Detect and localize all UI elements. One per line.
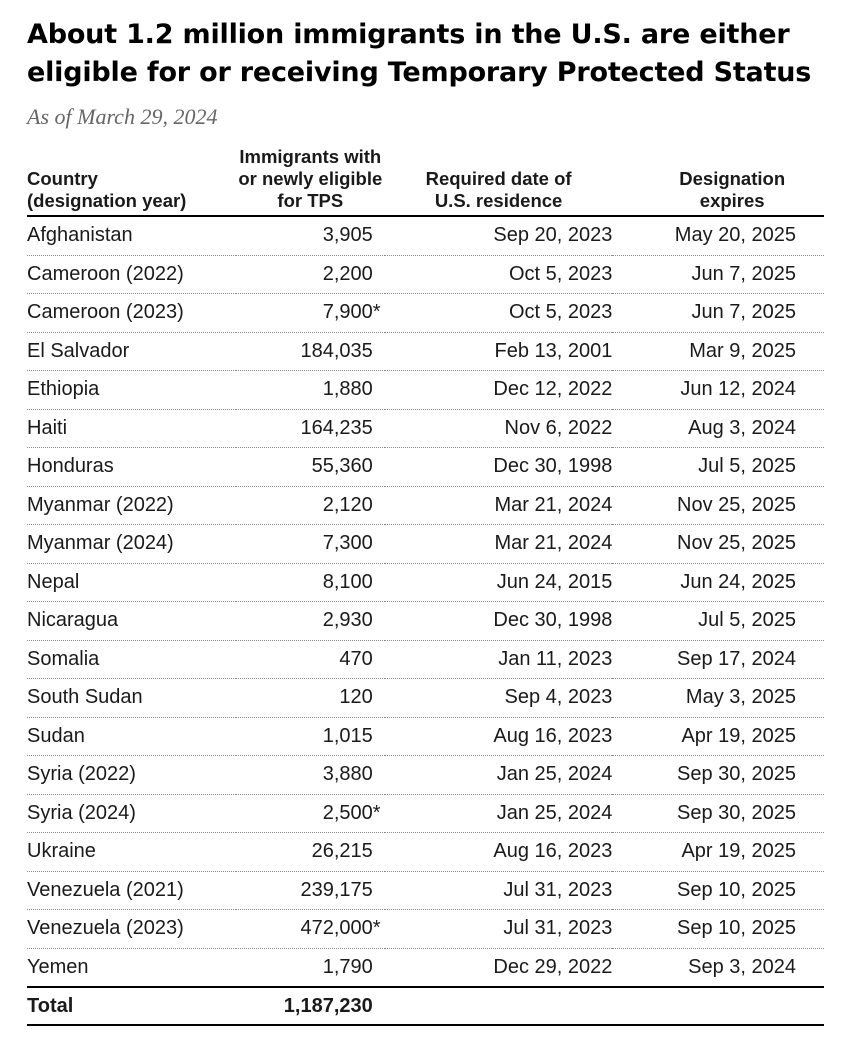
cell-immigrants: [236, 332, 385, 371]
immigrant-count: 2,930: [322, 609, 373, 632]
cell-designation-expires: May 20, 2025: [612, 216, 824, 255]
table-row: [27, 409, 824, 448]
cell-residence-date: Dec 29, 2022: [385, 948, 613, 987]
cell-country: Nicaragua: [27, 602, 236, 641]
immigrant-count: 2,120: [322, 493, 373, 516]
cell-designation-expires: Sep 17, 2024: [612, 640, 824, 679]
cell-residence-date: Aug 16, 2023: [385, 833, 613, 872]
immigrant-count: 239,175: [300, 878, 373, 901]
cell-designation-expires: Sep 30, 2025: [612, 794, 824, 833]
cell-designation-expires: May 3, 2025: [612, 679, 824, 718]
cell-immigrants: [236, 294, 385, 333]
cell-country: Venezuela (2023): [27, 910, 236, 949]
cell-residence-date: Dec 30, 1998: [385, 448, 613, 487]
table-row: [27, 794, 824, 833]
immigrant-count: 472,000: [300, 917, 373, 940]
cell-residence-date: Oct 5, 2023: [385, 255, 613, 294]
immigrant-count: 8,100: [322, 570, 373, 593]
cell-immigrants: [236, 794, 385, 833]
cell-immigrants: [236, 871, 385, 910]
cell-residence-date: Sep 20, 2023: [385, 216, 613, 255]
cell-residence-date: Feb 13, 2001: [385, 332, 613, 371]
cell-country: Somalia: [27, 640, 236, 679]
total-label: Total: [27, 987, 236, 1025]
table-row: [27, 332, 824, 371]
cell-country: Myanmar (2022): [27, 486, 236, 525]
table-row: [27, 948, 824, 987]
total-count: 1,187,230: [283, 994, 373, 1017]
immigrant-count: 1,880: [322, 378, 373, 401]
figure-subtitle: As of March 29, 2024: [27, 104, 218, 129]
cell-residence-date: Aug 16, 2023: [385, 717, 613, 756]
cell-designation-expires: Jun 24, 2025: [612, 563, 824, 602]
column-header-line: Required date of: [425, 168, 572, 189]
total-row: [27, 987, 824, 1025]
cell-residence-date: Jul 31, 2023: [385, 871, 613, 910]
cell-immigrants: [236, 525, 385, 564]
cell-designation-expires: Sep 30, 2025: [612, 756, 824, 795]
total-residence-cell: [385, 987, 613, 1025]
immigrant-count: 26,215: [311, 840, 373, 863]
cell-designation-expires: Sep 10, 2025: [612, 910, 824, 949]
cell-designation-expires: Jun 12, 2024: [612, 371, 824, 410]
immigrant-count: 55,360: [311, 455, 373, 478]
cell-designation-expires: Sep 10, 2025: [612, 871, 824, 910]
cell-immigrants: [236, 371, 385, 410]
cell-residence-date: Sep 4, 2023: [385, 679, 613, 718]
table-row: [27, 486, 824, 525]
immigrant-count: 7,900: [322, 301, 373, 324]
cell-country: Ukraine: [27, 833, 236, 872]
immigrant-count: 2,200: [322, 262, 373, 285]
figure-title: About 1.2 million immigrants in the U.S. are either eligible for or receiving Temporary Protected Status: [27, 19, 812, 88]
cell-country: Yemen: [27, 948, 236, 987]
column-header-line: Designation: [679, 168, 786, 189]
table-row: [27, 640, 824, 679]
table-row: [27, 602, 824, 641]
cell-residence-date: Dec 30, 1998: [385, 602, 613, 641]
footnote-mark: *: [372, 917, 381, 940]
cell-immigrants: [236, 486, 385, 525]
column-header-line: for TPS: [277, 190, 344, 211]
header-row: [27, 146, 824, 216]
cell-immigrants: [236, 216, 385, 255]
immigrant-count: 1,790: [322, 955, 373, 978]
cell-residence-date: Oct 5, 2023: [385, 294, 613, 333]
immigrant-count: 1,015: [322, 724, 373, 747]
table-row: [27, 255, 824, 294]
cell-residence-date: Jan 25, 2024: [385, 794, 613, 833]
cell-residence-date: Dec 12, 2022: [385, 371, 613, 410]
cell-country: Ethiopia: [27, 371, 236, 410]
cell-immigrants: [236, 948, 385, 987]
cell-designation-expires: Jun 7, 2025: [612, 255, 824, 294]
cell-immigrants: [236, 910, 385, 949]
column-header-residence-date: [385, 146, 613, 216]
table-row: [27, 448, 824, 487]
column-header-line: Immigrants with: [239, 146, 382, 167]
column-header-line: Country: [27, 168, 98, 189]
column-header-country: [27, 146, 236, 216]
cell-country: Myanmar (2024): [27, 525, 236, 564]
column-header-line: U.S. residence: [434, 190, 563, 211]
cell-immigrants: [236, 756, 385, 795]
table-row: [27, 910, 824, 949]
footnote-mark: *: [372, 801, 381, 824]
cell-immigrants: [236, 602, 385, 641]
cell-immigrants: [236, 409, 385, 448]
cell-country: Syria (2022): [27, 756, 236, 795]
immigrant-count: 120: [339, 686, 373, 709]
cell-residence-date: Jan 11, 2023: [385, 640, 613, 679]
cell-country: Cameroon (2022): [27, 255, 236, 294]
cell-designation-expires: Nov 25, 2025: [612, 486, 824, 525]
immigrant-count: 3,905: [322, 224, 373, 247]
cell-country: Nepal: [27, 563, 236, 602]
table-row: [27, 294, 824, 333]
cell-residence-date: Jan 25, 2024: [385, 756, 613, 795]
tps-table: [27, 146, 824, 1026]
cell-residence-date: Nov 6, 2022: [385, 409, 613, 448]
cell-residence-date: Jul 31, 2023: [385, 910, 613, 949]
table-body: [27, 216, 824, 987]
cell-immigrants: [236, 833, 385, 872]
immigrant-count: 184,035: [300, 339, 373, 362]
cell-designation-expires: Aug 3, 2024: [612, 409, 824, 448]
cell-immigrants: [236, 563, 385, 602]
table-row: [27, 833, 824, 872]
column-header-expires: [612, 146, 824, 216]
column-header-immigrants: [236, 146, 385, 216]
cell-country: Haiti: [27, 409, 236, 448]
cell-country: Honduras: [27, 448, 236, 487]
cell-country: Sudan: [27, 717, 236, 756]
cell-designation-expires: Apr 19, 2025: [612, 717, 824, 756]
cell-country: Syria (2024): [27, 794, 236, 833]
column-header-line: or newly eligible: [238, 168, 383, 189]
immigrant-count: 3,880: [322, 763, 373, 786]
cell-immigrants: [236, 679, 385, 718]
table-row: [27, 717, 824, 756]
total-expires-cell: [612, 987, 824, 1025]
cell-country: South Sudan: [27, 679, 236, 718]
cell-designation-expires: Apr 19, 2025: [612, 833, 824, 872]
table-row: [27, 563, 824, 602]
table-row: [27, 871, 824, 910]
cell-designation-expires: Sep 3, 2024: [612, 948, 824, 987]
immigrant-count: 7,300: [322, 532, 373, 555]
table-row: [27, 525, 824, 564]
table-row: [27, 371, 824, 410]
immigrant-count: 164,235: [300, 416, 373, 439]
cell-designation-expires: Mar 9, 2025: [612, 332, 824, 371]
immigrant-count: 470: [339, 647, 373, 670]
table-row: [27, 756, 824, 795]
column-header-line: expires: [699, 190, 765, 211]
cell-country: Cameroon (2023): [27, 294, 236, 333]
cell-residence-date: Jun 24, 2015: [385, 563, 613, 602]
cell-designation-expires: Jul 5, 2025: [612, 602, 824, 641]
total-count-cell: [236, 987, 385, 1025]
cell-country: El Salvador: [27, 332, 236, 371]
immigrant-count: 2,500: [322, 801, 373, 824]
cell-designation-expires: Jun 7, 2025: [612, 294, 824, 333]
cell-country: Venezuela (2021): [27, 871, 236, 910]
cell-designation-expires: Jul 5, 2025: [612, 448, 824, 487]
column-header-line: (designation year): [27, 190, 187, 211]
cell-residence-date: Mar 21, 2024: [385, 486, 613, 525]
cell-country: Afghanistan: [27, 216, 236, 255]
cell-immigrants: [236, 640, 385, 679]
cell-designation-expires: Nov 25, 2025: [612, 525, 824, 564]
cell-immigrants: [236, 255, 385, 294]
cell-residence-date: Mar 21, 2024: [385, 525, 613, 564]
footnote-mark: *: [372, 301, 381, 324]
table-row: [27, 679, 824, 718]
table-row: [27, 216, 824, 255]
cell-immigrants: [236, 717, 385, 756]
cell-immigrants: [236, 448, 385, 487]
